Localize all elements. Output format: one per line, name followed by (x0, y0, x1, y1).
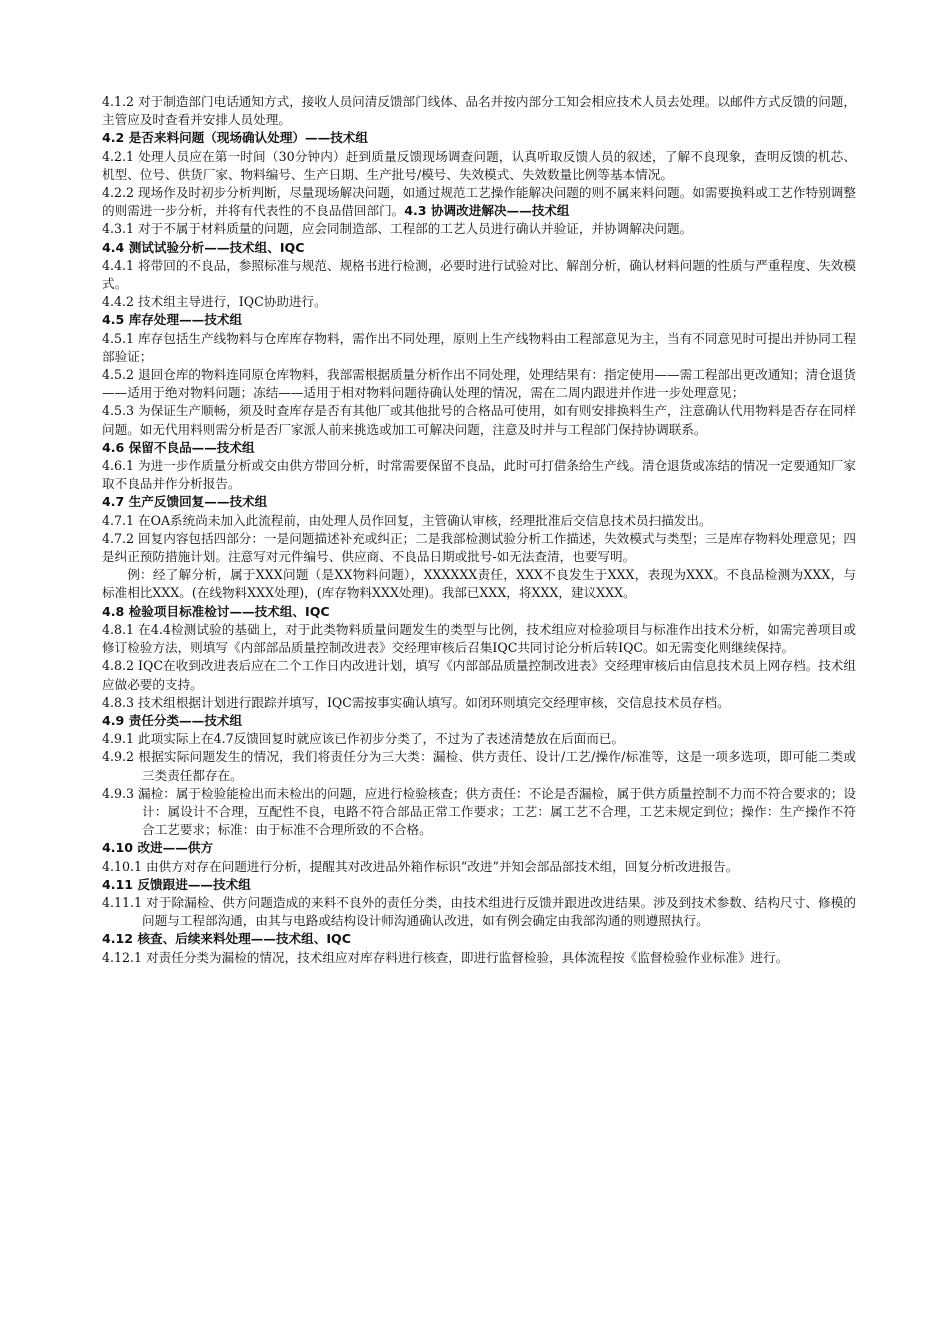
paragraph-text: 4.8.3 技术组根据计划进行跟踪并填写，IQC需按事实确认填写。如闭环则填完交经理审核，交信息技术员存档。 (102, 694, 730, 710)
body-paragraph (102, 457, 856, 493)
body-paragraph (102, 694, 856, 712)
body-paragraph (102, 621, 856, 657)
body-paragraph (102, 748, 856, 784)
body-paragraph (102, 949, 856, 967)
body-paragraph (102, 220, 856, 238)
heading-text: 4.10 改进——供方 (102, 840, 214, 856)
heading-text: 4.11 反馈跟进——技术组 (102, 876, 251, 892)
section-heading (102, 311, 856, 329)
paragraph-text: 4.8.1 在4.4检测试验的基础上，对于此类物料质量问题发生的类型与比例，技术组应对检验项目与标准作出技术分析，如需完善项目或修订检验方法，则填写《内部部品质量控制改进表》交经理审核后召集IQC共同讨论分析后转IQC。如无需变化则继续保持。 (102, 621, 856, 656)
section-heading (102, 876, 856, 894)
section-heading (102, 712, 856, 730)
paragraph-text: 4.12.1 对责任分类为漏检的情况，技术组应对库存料进行核查，即进行监督检验，具体流程按《监督检验作业标准》进行。 (102, 949, 789, 965)
heading-text: 4.7 生产反馈回复——技术组 (102, 494, 268, 510)
body-paragraph (102, 93, 856, 129)
paragraph-text: 4.1.2 对于制造部门电话通知方式，接收人员问清反馈部门线体、品名并按内部分工知会相应技术人员去处理。以邮件方式反馈的问题，主管应及时查看并安排人员处理。 (102, 94, 856, 128)
document-page (102, 93, 856, 967)
paragraph-text: 4.10.1 由供方对存在问题进行分析，提醒其对改进品外箱作标识“改进”并知会部品部技术组，回复分析改进报告。 (102, 858, 739, 874)
body-paragraph (102, 366, 856, 402)
paragraph-text: 4.11.1 对于除漏检、供方问题造成的来料不良外的责任分类，由技术组进行反馈并跟进改进结果。涉及到技术参数、结构尺寸、修模的问题与工程部沟通，由其与电路或结构设计师沟通确认改进，如有例会确定由我部沟通的则遵照执行。 (102, 894, 856, 929)
heading-text: 4.9 责任分类——技术组 (102, 712, 243, 728)
heading-text: 4.8 检验项目标准检讨——技术组、IQC (102, 603, 330, 619)
body-paragraph (102, 512, 856, 530)
inline-section-heading: 4.3 协调改进解决——技术组 (404, 203, 570, 219)
body-paragraph (102, 730, 856, 748)
body-paragraph (102, 184, 856, 220)
heading-text: 4.6 保留不良品——技术组 (102, 439, 255, 455)
body-paragraph (102, 858, 856, 876)
heading-text: 4.4 测试试验分析——技术组、IQC (102, 239, 305, 255)
paragraph-text: 4.7.2 回复内容包括四部分：一是问题描述补充或纠正；二是我部检测试验分析工作描述，失效模式与类型；三是库存物料处理意见；四是纠正预防措施计划。注意写对元件编号、供应商、不良品日期或批号-如无法查清，也要写明。 (102, 530, 856, 565)
heading-text: 4.2 是否来料问题（现场确认处理）——技术组 (102, 130, 368, 146)
body-paragraph (102, 785, 856, 840)
paragraph-text: 4.8.2 IQC在收到改进表后应在二个工作日内改进计划，填写《内部部品质量控制改进表》交经理审核后由信息技术员上网存档。技术组应做必要的支持。 (102, 658, 856, 692)
paragraph-text: 4.2.1 处理人员应在第一时间（30分钟内）赶到质量反馈现场调查问题，认真听取反馈人员的叙述，了解不良现象，查明反馈的机芯、机型、位号、供货厂家、物料编号、生产日期、生产批号/模号、失效模式、失效数量比例等基本情况。 (102, 148, 856, 182)
paragraph-text: 4.9.3 漏检：属于检验能检出而未检出的问题，应进行检验核查；供方责任：不论是否漏检，属于供方质量控制不力而不符合要求的；设计：属设计不合理，互配性不良，电路不符合部品正常工作要求；工艺：属工艺不合理，工艺未规定到位；操作：生产操作不符合工艺要求；标准：由于标准不合理所致的不合格。 (102, 785, 856, 838)
body-paragraph (102, 894, 856, 930)
body-paragraph (102, 566, 856, 602)
paragraph-text: 4.7.1 在OA系统尚未加入此流程前，由处理人员作回复，主管确认审核，经理批准后交信息技术员扫描发出。 (102, 512, 712, 528)
paragraph-text: 4.5.2 退回仓库的物料连同原仓库物料，我部需根据质量分析作出不同处理，处理结果有：指定使用——需工程部出更改通知；清仓退货——适用于绝对物料问题；冻结——适用于相对物料问题待确认处理的情况，需在二周内跟进并作进一步处理意见； (102, 367, 856, 401)
section-heading (102, 839, 856, 857)
section-heading (102, 603, 856, 621)
body-paragraph (102, 530, 856, 566)
section-heading (102, 129, 856, 147)
body-paragraph (102, 257, 856, 293)
body-paragraph (102, 293, 856, 311)
heading-text: 4.5 库存处理——技术组 (102, 312, 243, 328)
section-heading (102, 239, 856, 257)
body-paragraph (102, 148, 856, 184)
body-paragraph (102, 330, 856, 366)
paragraph-text: 4.3.1 对于不属于材料质量的问题，应会同制造部、工程部的工艺人员进行确认并验证，并协调解决问题。 (102, 221, 693, 237)
paragraph-text: 4.5.3 为保证生产顺畅，须及时查库存是否有其他厂或其他批号的合格品可使用，如有则安排换料生产，注意确认代用物料是否存在同样问题。如无代用料则需分析是否厂家派人前来挑选或加工可解决问题，注意及时并与工程部门保持协调联系。 (102, 403, 856, 437)
paragraph-text: 4.9.1 此项实际上在4.7反馈回复时就应该已作初步分类了，不过为了表述清楚放在后面而已。 (102, 731, 625, 747)
paragraph-text: 4.6.1 为进一步作质量分析或交由供方带回分析，时常需要保留不良品，此时可打借条给生产线。清仓退货或冻结的情况一定要通知厂家取不良品并作分析报告。 (102, 458, 856, 492)
section-heading (102, 930, 856, 948)
paragraph-text: 例：经了解分析，属于XXX问题（是XX物料问题），XXXXXX责任，XXX不良发生于XXX，表现为XXX。不良品检测为XXX，与标准相比XXX。(在线物料XXX处理)，(库存物料XXX处理)。我部已XXX，将XXX，建议XXX。 (102, 567, 856, 601)
paragraph-text: 4.5.1 库存包括生产线物料与仓库库存物料，需作出不同处理，原则上生产线物料由工程部意见为主，当有不同意见时可提出并协同工程部验证； (102, 330, 856, 364)
paragraph-text: 4.4.2 技术组主导进行，IQC协助进行。 (102, 294, 327, 310)
body-paragraph (102, 402, 856, 438)
body-paragraph (102, 657, 856, 693)
section-heading (102, 439, 856, 457)
paragraph-text: 4.9.2 根据实际问题发生的情况，我们将责任分为三大类：漏检、供方责任、设计/工艺/操作/标准等，这是一项多选项，即可能二类或三类责任都存在。 (102, 749, 856, 783)
section-heading (102, 493, 856, 511)
paragraph-text: 4.4.1 将带回的不良品，参照标准与规范、规格书进行检测，必要时进行试验对比、解剖分析，确认材料问题的性质与严重程度、失效模式。 (102, 257, 856, 292)
heading-text: 4.12 核查、后续来料处理——技术组、IQC (102, 931, 351, 947)
paragraph-text: 4.2.2 现场作及时初步分析判断，尽量现场解决问题，如通过规范工艺操作能解决问题的则不属来料问题。如需要换料或工艺作特别调整的则需进一步分析，并将有代表性的不良品借回部门。 (102, 185, 856, 219)
